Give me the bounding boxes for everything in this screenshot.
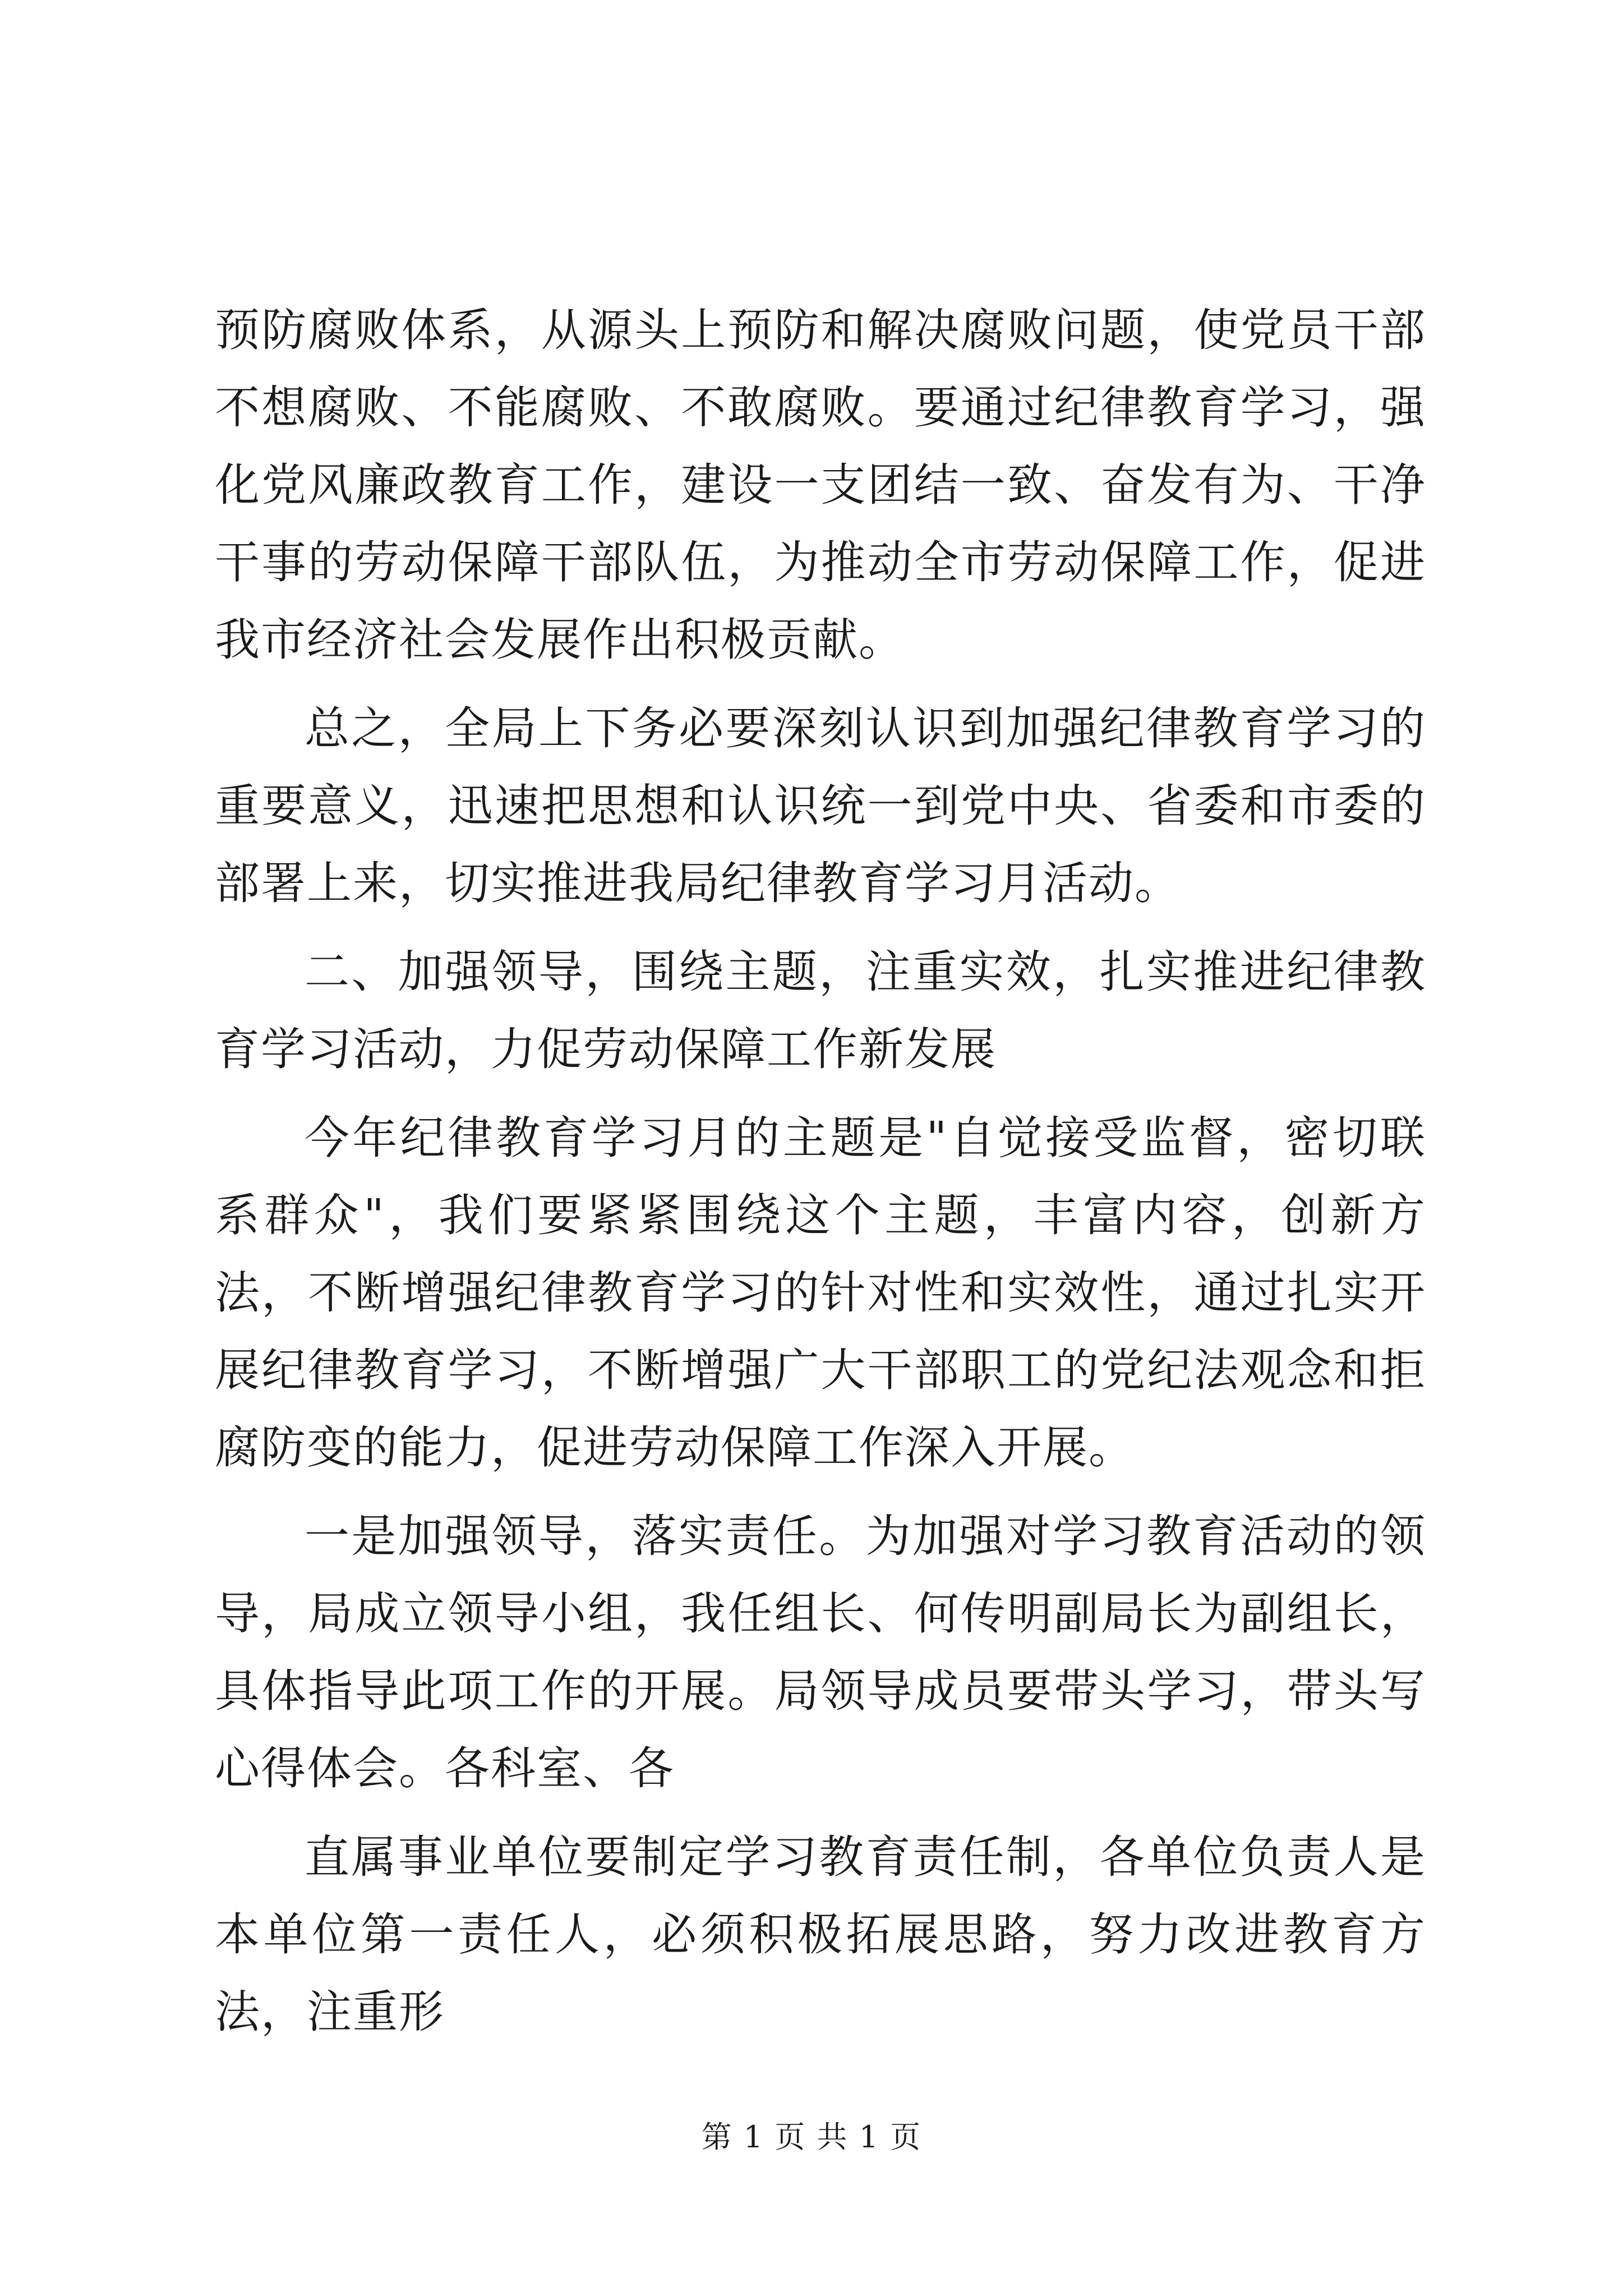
paragraph-2: 总之，全局上下务必要深刻认识到加强纪律教育学习的重要意义，迅速把思想和认识统一到党中央、省委和市委的部署上来，切实推进我局纪律教育学习月活动。 — [215, 702, 1426, 909]
paragraph-3-heading: 二、加强领导，围绕主题，注重实效，扎实推进纪律教育学习活动，力促劳动保障工作新发展 — [215, 946, 1426, 1075]
paragraph-4: 今年纪律教育学习月的主题是"自觉接受监督，密切联系群众"，我们要紧紧围绕这个主题，丰富内容，创新方法，不断增强纪律教育学习的针对性和实效性，通过扎实开展纪律教育学习，不断增强广大干部职工的党纪法观念和拒腐防变的能力，促进劳动保障工作深入开展。 — [215, 1112, 1426, 1474]
page-number-label: 第 1 页 共 1 页 — [701, 2119, 922, 2155]
paragraph-6: 直属事业单位要制定学习教育责任制，各单位负责人是本单位第一责任人，必须积极拓展思路，努力改进教育方法，注重形 — [215, 1831, 1426, 2038]
paragraph-5: 一是加强领导，落实责任。为加强对学习教育活动的领导，局成立领导小组，我任组长、何传明副局长为副组长，具体指导此项工作的开展。局领导成员要带头学习，带头写心得体会。各科室、各 — [215, 1510, 1426, 1795]
page-footer — [0, 2118, 1623, 2157]
paragraph-1: 预防腐败体系，从源头上预防和解决腐败问题，使党员干部不想腐败、不能腐败、不敢腐败。要通过纪律教育学习，强化党风廉政教育工作，建设一支团结一致、奋发有为、干净干事的劳动保障干部队伍，为推动全市劳动保障工作，促进我市经济社会发展作出积极贡献。 — [215, 304, 1426, 666]
document-body — [215, 292, 1426, 2062]
